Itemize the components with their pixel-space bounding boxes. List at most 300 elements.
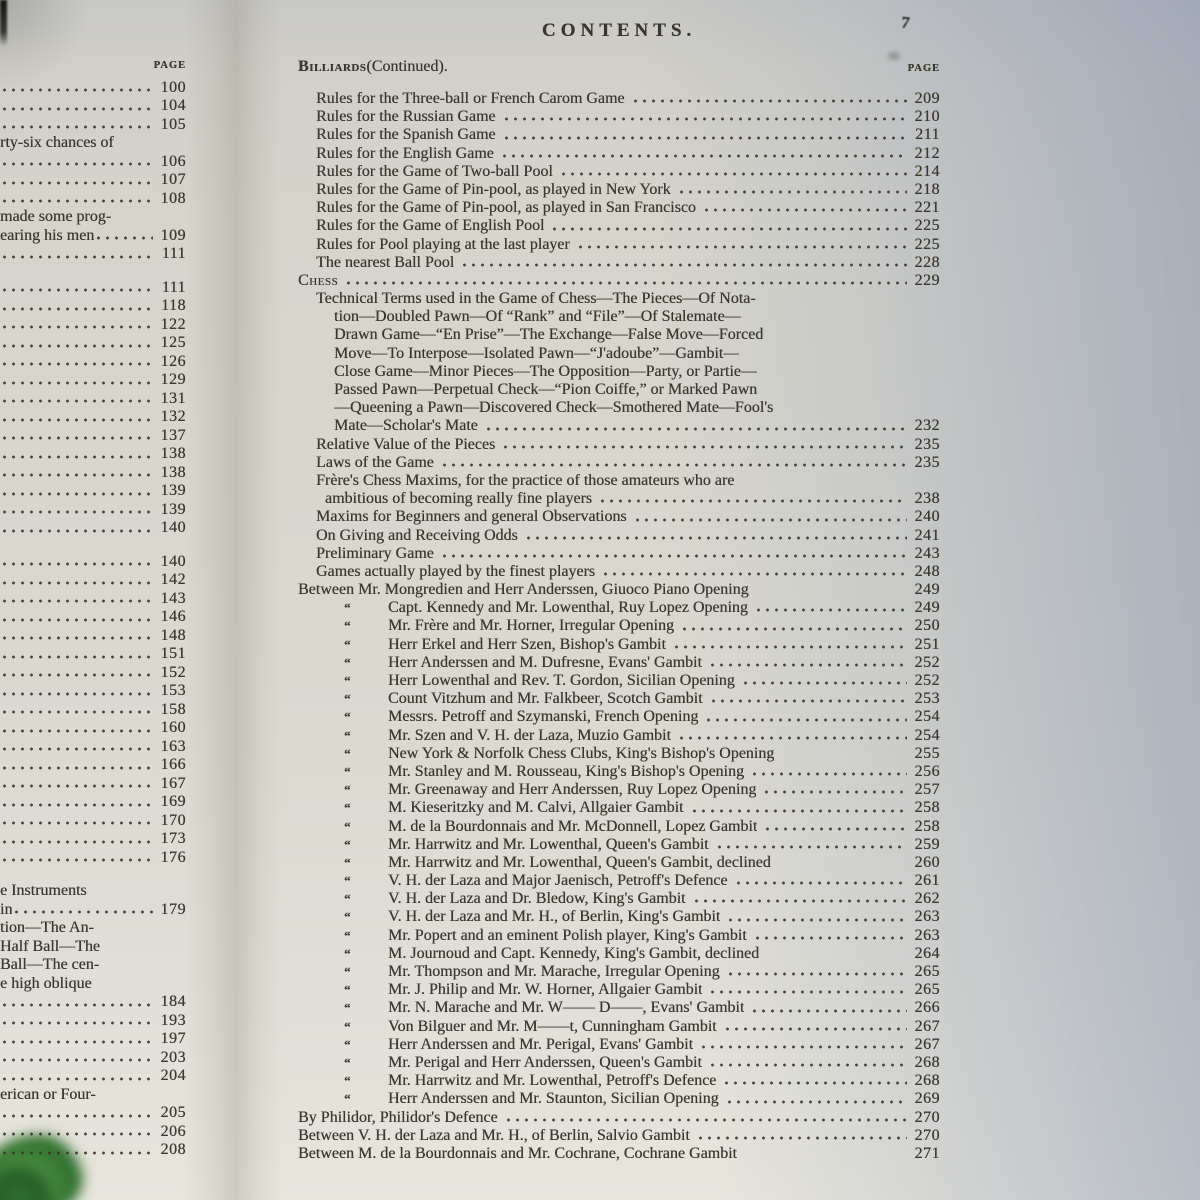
entry-page-number: 218 xyxy=(914,180,940,198)
leader-dots xyxy=(0,519,153,538)
leader-dots xyxy=(708,1054,907,1072)
toc-entry xyxy=(298,290,940,308)
toc-entry xyxy=(298,781,940,799)
left-page-column xyxy=(0,60,186,1160)
ditto-mark: “ xyxy=(344,709,351,725)
entry-text: Mr. Popert and an eminent Polish player, King's Gambit xyxy=(388,926,747,944)
entry-page-number: 264 xyxy=(914,944,940,962)
entry-page-number: 158 xyxy=(160,700,186,718)
entry-text: Between Mr. Mongredien and Herr Anderssen, Giuoco Piano Opening xyxy=(298,581,749,599)
leader-dots xyxy=(0,627,153,646)
leader-dots xyxy=(0,79,153,98)
entry-text: Chess xyxy=(298,271,339,289)
entry-page-number: 251 xyxy=(914,635,940,653)
entry-page-number: 107 xyxy=(160,171,186,188)
entry-page-number: 160 xyxy=(160,719,186,736)
toc-entry xyxy=(0,701,186,720)
toc-entry xyxy=(0,371,186,390)
leader-dots xyxy=(440,545,907,563)
toc-entry xyxy=(0,482,186,501)
entry-page-number: 254 xyxy=(914,726,940,744)
toc-entry xyxy=(0,775,186,794)
leader-dots xyxy=(0,645,153,664)
photo-edge-sliver xyxy=(0,0,7,46)
toc-entry xyxy=(298,563,940,581)
leader-dots xyxy=(0,701,153,720)
entry-page-number: 250 xyxy=(914,617,940,635)
entry-page-number: 263 xyxy=(914,908,940,926)
leader-dots xyxy=(0,719,153,738)
entry-page-number: 100 xyxy=(160,78,186,96)
entry-page-number: 256 xyxy=(914,762,940,780)
ditto-mark: “ xyxy=(344,600,351,616)
entry-text: Capt. Kennedy and Mr. Lowenthal, Ruy Lopez Opening xyxy=(388,599,748,617)
entry-page-number: 211 xyxy=(915,126,940,144)
toc-entry xyxy=(0,79,186,98)
toc-entry xyxy=(298,417,940,435)
entry-text: M. de la Bourdonnais and Mr. McDonnell, Lopez Gambit xyxy=(388,817,758,835)
toc-entry xyxy=(298,181,940,199)
toc-entry xyxy=(298,145,940,163)
leader-dots xyxy=(0,608,153,627)
toc-entry xyxy=(298,1054,940,1072)
toc-entry xyxy=(298,527,940,545)
ditto-mark: “ xyxy=(344,673,351,688)
entry-text: V. H. der Laza and Dr. Bledow, King's Gambit xyxy=(388,890,686,908)
entry-text: Mr. Thompson and Mr. Marache, Irregular Opening xyxy=(388,963,720,980)
entry-page-number: 208 xyxy=(160,1141,186,1158)
ditto-mark: “ xyxy=(344,854,351,870)
entry-text: made some prog- xyxy=(0,208,112,225)
leader-dots xyxy=(504,1109,907,1127)
entry-text: ambitious of becoming really fine players xyxy=(325,490,593,508)
leader-dots xyxy=(633,508,907,526)
entry-text: Rules for the English Game xyxy=(316,144,494,162)
leader-dots xyxy=(484,417,907,435)
entry-text: Herr Anderssen and Mr. Staunton, Sicilian Opening xyxy=(388,1090,719,1108)
toc-entry xyxy=(0,901,186,920)
toc-entry xyxy=(298,254,940,272)
entry-page-number: 167 xyxy=(160,774,186,792)
entry-page-number: 140 xyxy=(160,552,186,570)
leader-dots xyxy=(0,153,153,172)
leader-dots xyxy=(725,1090,907,1108)
entry-text: Mr. Greenaway and Herr Anderssen, Ruy Lopez Opening xyxy=(388,781,757,799)
leader-dots xyxy=(0,1012,153,1031)
toc-entry xyxy=(0,445,186,464)
entry-page-number: 269 xyxy=(914,1090,940,1108)
leader-dots xyxy=(734,872,908,890)
leader-dots xyxy=(631,90,908,108)
entry-page-number: 259 xyxy=(914,835,940,853)
toc-entry xyxy=(0,1141,186,1160)
entry-text: Move—To Interpose—Isolated Pawn—“J'adoube”—Gambit— xyxy=(334,344,740,362)
toc-entry xyxy=(298,690,940,708)
entry-text: Mr. Stanley and M. Rousseau, King's Bishop's Opening xyxy=(388,762,744,780)
entry-text: Games actually played by the finest players xyxy=(316,562,596,580)
leader-dots xyxy=(677,181,907,199)
ditto-mark: “ xyxy=(344,654,351,670)
toc-entry xyxy=(0,390,186,409)
toc-entry xyxy=(0,956,186,975)
entry-page-number: 266 xyxy=(914,999,940,1017)
leader-dots xyxy=(723,1018,907,1036)
leader-dots xyxy=(0,297,153,316)
ditto-mark: “ xyxy=(344,1054,351,1070)
leader-dots xyxy=(501,436,907,454)
entry-page-number: 212 xyxy=(914,144,940,162)
entry-text: tion—Doubled Pawn—Of “Rank” and “File”—Of Stalemate— xyxy=(334,308,741,326)
entry-page-number: 111 xyxy=(161,278,186,296)
toc-entry xyxy=(0,682,186,701)
entry-text: Herr Lowenthal and Rev. T. Gordon, Sicilian Opening xyxy=(388,672,735,689)
leader-dots xyxy=(0,793,153,812)
entry-page-number: 109 xyxy=(160,226,186,244)
entry-text: erican or Four- xyxy=(0,1085,96,1103)
toc-entry xyxy=(0,1030,186,1049)
leader-dots xyxy=(741,672,907,690)
toc-entry xyxy=(298,799,940,817)
ditto-mark: “ xyxy=(344,873,351,889)
toc-entry xyxy=(0,1123,186,1142)
leader-dots xyxy=(699,1036,907,1054)
toc-entry xyxy=(298,436,940,454)
entry-page-number: 204 xyxy=(160,1067,186,1084)
entry-page-number: 252 xyxy=(914,653,940,671)
ditto-mark: “ xyxy=(344,691,351,707)
entry-page-number: 255 xyxy=(914,744,940,762)
ditto-mark: “ xyxy=(344,745,351,761)
entry-page-number: 210 xyxy=(914,108,940,126)
toc-entry xyxy=(298,836,940,854)
column-gap xyxy=(0,264,186,279)
entry-page-number: 271 xyxy=(914,1144,940,1162)
entry-text: Half Ball—The xyxy=(0,937,100,955)
leader-dots xyxy=(0,1104,153,1123)
leader-dots xyxy=(0,738,153,757)
toc-entry xyxy=(298,1018,940,1036)
toc-entry xyxy=(298,599,940,617)
entry-page-number: 225 xyxy=(914,217,940,235)
leader-dots xyxy=(0,390,153,409)
leader-dots xyxy=(0,590,153,609)
toc-entry xyxy=(0,590,186,609)
entry-page-number: 131 xyxy=(160,389,186,407)
toc-entry xyxy=(298,326,940,344)
toc-entry xyxy=(298,1145,940,1163)
leader-dots xyxy=(0,408,153,427)
toc-entry xyxy=(0,408,186,427)
toc-entry xyxy=(298,508,940,526)
leader-dots xyxy=(726,963,907,981)
entry-page-number: 184 xyxy=(160,993,186,1010)
toc-entry xyxy=(0,153,186,172)
entry-text: Frère's Chess Maxims, for the practice of those amateurs who are xyxy=(316,471,735,489)
entry-page-number: 249 xyxy=(914,581,940,599)
entry-text: The nearest Ball Pool xyxy=(316,253,455,271)
toc-entry xyxy=(0,501,186,520)
entry-page-number: 152 xyxy=(160,663,186,681)
toc-entry xyxy=(0,116,186,135)
entry-text: Mr. Harrwitz and Mr. Lowenthal, Petroff's Defence xyxy=(388,1072,717,1090)
entry-page-number: 106 xyxy=(160,152,186,170)
leader-dots xyxy=(0,1141,153,1160)
toc-entry xyxy=(0,519,186,538)
leader-dots xyxy=(702,199,907,217)
entry-page-number: 225 xyxy=(914,235,940,253)
leader-dots xyxy=(0,849,153,868)
entry-page-number: 268 xyxy=(914,1053,940,1071)
entry-text: M. Kieseritzky and M. Calvi, Allgaier Gambit xyxy=(388,799,684,817)
section-header-name: Billiards xyxy=(298,58,367,75)
leader-dots xyxy=(0,1030,153,1049)
entry-page-number: 163 xyxy=(160,737,186,755)
toc-entry xyxy=(0,756,186,775)
toc-entry xyxy=(0,793,186,812)
entry-text: in xyxy=(0,900,13,918)
ditto-mark: “ xyxy=(344,1073,351,1089)
toc-entry xyxy=(298,217,940,235)
leader-dots xyxy=(0,464,153,483)
toc-entry xyxy=(298,672,940,690)
entry-text: Mr. Szen and V. H. der Laza, Muzio Gambit xyxy=(388,726,671,744)
entry-page-number: 263 xyxy=(914,926,940,944)
leader-dots xyxy=(550,217,907,235)
entry-text: Mr. N. Marache and Mr. W—— D——, Evans' Gambit xyxy=(388,999,745,1017)
entry-text: Mate—Scholar's Mate xyxy=(334,417,478,435)
leader-dots xyxy=(0,571,153,590)
toc-entry xyxy=(298,872,940,890)
entry-page-number: 221 xyxy=(914,199,940,217)
leader-dots xyxy=(94,227,153,246)
ditto-mark: “ xyxy=(344,927,351,943)
leader-dots xyxy=(680,617,907,635)
entry-text: Mr. Harrwitz and Mr. Lowenthal, Queen's Gambit xyxy=(388,835,709,853)
toc-entry xyxy=(0,919,186,938)
leader-dots xyxy=(0,775,153,794)
toc-entry xyxy=(0,938,186,957)
leader-dots xyxy=(690,799,908,817)
leader-dots xyxy=(0,1123,153,1142)
toc-entry xyxy=(0,427,186,446)
entry-text: M. Journoud and Capt. Kennedy, King's Gambit, declined xyxy=(388,944,760,962)
entry-text: Passed Pawn—Perpetual Check—“Pion Coiffe,” or Marked Pawn xyxy=(334,381,758,398)
entry-text: tion—The An- xyxy=(0,919,94,936)
entry-page-number: 265 xyxy=(914,963,940,980)
leader-dots xyxy=(0,171,153,190)
entry-page-number: 193 xyxy=(160,1011,186,1029)
toc-entry xyxy=(0,227,186,246)
leader-dots xyxy=(500,145,907,163)
entry-text: Laws of the Game xyxy=(316,453,434,471)
entry-page-number: 173 xyxy=(160,830,186,847)
leader-dots xyxy=(0,316,153,335)
leader-dots xyxy=(704,708,907,726)
toc-entry xyxy=(0,1104,186,1123)
toc-entry xyxy=(0,190,186,209)
page-title: CONTENTS. xyxy=(541,20,697,41)
entry-text: Technical Terms used in the Game of Chess—The Pieces—Of Nota- xyxy=(316,290,756,308)
entry-page-number: 253 xyxy=(914,690,940,708)
entry-page-number: 258 xyxy=(914,799,940,817)
entry-text: Between V. H. der Laza and Mr. H., of Berlin, Salvio Gambit xyxy=(298,1126,690,1144)
toc-entry xyxy=(298,890,940,908)
entry-text: Rules for the Game of Pin-pool, as played in New York xyxy=(316,180,671,198)
leader-dots xyxy=(0,279,153,298)
leader-dots xyxy=(708,981,907,999)
toc-entry xyxy=(0,608,186,627)
leader-dots xyxy=(696,1127,907,1145)
entry-text: Close Game—Minor Pieces—The Opposition—Party, or Partie— xyxy=(334,362,757,380)
leader-dots xyxy=(460,254,907,272)
entry-text: Relative Value of the Pieces xyxy=(316,435,496,453)
entry-page-number: 148 xyxy=(160,626,186,644)
toc-entry xyxy=(0,1086,186,1105)
entry-text: Herr Anderssen and Mr. Perigal, Evans' Gambit xyxy=(388,1035,694,1053)
entry-text: Mr. J. Philip and Mr. W. Horner, Allgaier Gambit xyxy=(388,981,703,999)
toc-entry xyxy=(0,975,186,994)
leader-dots xyxy=(0,190,153,209)
entry-text: Von Bilguer and Mr. M——t, Cunningham Gambit xyxy=(388,1017,717,1035)
entry-page-number: 268 xyxy=(914,1072,940,1090)
toc-entry xyxy=(298,308,940,326)
toc-entry xyxy=(0,1049,186,1068)
ditto-mark: “ xyxy=(344,909,351,925)
toc-entry xyxy=(0,627,186,646)
entry-text: New York & Norfolk Chess Clubs, King's Bishop's Opening xyxy=(388,744,775,762)
entry-text: Rules for Pool playing at the last player xyxy=(316,235,570,253)
entry-page-number: 153 xyxy=(160,682,186,699)
leader-dots xyxy=(0,1049,153,1068)
toc-entry xyxy=(298,545,940,563)
leader-dots xyxy=(692,890,908,908)
entry-page-number: 142 xyxy=(160,571,186,588)
toc-entry xyxy=(0,738,186,757)
toc-entry xyxy=(298,927,940,945)
entry-page-number: 261 xyxy=(914,872,940,890)
entry-text: Rules for the Russian Game xyxy=(316,108,496,126)
leader-dots xyxy=(715,836,907,854)
entry-page-number: 238 xyxy=(914,490,940,508)
entry-page-number: 209 xyxy=(914,90,940,107)
leader-dots xyxy=(0,993,153,1012)
entry-page-number: 229 xyxy=(914,271,940,289)
entry-page-number: 151 xyxy=(160,645,186,662)
leader-dots xyxy=(750,763,907,781)
entry-page-number: 125 xyxy=(160,334,186,351)
leader-dots xyxy=(0,97,153,116)
leader-dots xyxy=(0,482,153,501)
ditto-mark: “ xyxy=(344,800,351,816)
page-column-label: PAGE xyxy=(907,63,940,74)
toc-entry xyxy=(0,353,186,372)
entry-page-number: 254 xyxy=(914,708,940,726)
entry-page-number: 138 xyxy=(160,463,186,481)
entry-page-number: 139 xyxy=(160,500,186,518)
entry-page-number: 205 xyxy=(160,1104,186,1121)
entry-text: Rules for the Game of Two-ball Pool xyxy=(316,162,553,180)
left-page-header xyxy=(0,60,186,79)
entry-page-number: 143 xyxy=(160,589,186,607)
ditto-mark: “ xyxy=(344,1036,351,1052)
entry-page-number: 267 xyxy=(914,1017,940,1035)
leader-dots xyxy=(0,427,153,446)
leader-dots xyxy=(0,812,153,831)
toc-entry xyxy=(0,812,186,831)
ditto-mark: “ xyxy=(344,818,351,834)
entry-page-number: 111 xyxy=(161,245,186,262)
entry-page-number: 203 xyxy=(160,1048,186,1066)
toc-entry xyxy=(0,719,186,738)
toc-entry xyxy=(298,345,940,363)
entry-text: Ball—The cen- xyxy=(0,956,100,973)
ditto-mark: “ xyxy=(344,782,351,798)
entry-text: rty-six chances of xyxy=(0,134,114,151)
entry-page-number: 197 xyxy=(160,1030,186,1047)
leader-dots xyxy=(677,727,907,745)
toc-entry xyxy=(298,727,940,745)
left-toc-list xyxy=(0,79,186,1160)
toc-entry xyxy=(0,1067,186,1086)
leader-dots xyxy=(0,353,153,372)
entry-page-number: 270 xyxy=(914,1108,940,1126)
entry-page-number: 176 xyxy=(160,848,186,866)
leader-dots xyxy=(763,818,907,836)
toc-entry xyxy=(0,553,186,572)
toc-entry xyxy=(0,334,186,353)
entry-page-number: 137 xyxy=(160,426,186,444)
leader-dots xyxy=(0,245,153,264)
entry-text: V. H. der Laza and Major Jaenisch, Petroff's Defence xyxy=(388,872,728,890)
toc-entry xyxy=(0,316,186,335)
entry-page-number: 169 xyxy=(160,793,186,810)
toc-entry xyxy=(0,571,186,590)
entry-text: On Giving and Receiving Odds xyxy=(316,526,518,544)
leader-dots xyxy=(0,1067,153,1086)
page-gutter-shadow xyxy=(186,0,282,1200)
toc-entry xyxy=(0,1012,186,1031)
entry-page-number: 270 xyxy=(914,1126,940,1144)
entry-text: Messrs. Petroff and Szymanski, French Opening xyxy=(388,708,699,726)
ditto-mark: “ xyxy=(344,836,351,852)
toc-entry xyxy=(298,945,940,963)
entry-page-number: 252 xyxy=(914,672,940,689)
entry-page-number: 240 xyxy=(914,508,940,526)
ditto-mark: “ xyxy=(344,618,351,634)
entry-text: Rules for the Game of Pin-pool, as played in San Francisco xyxy=(316,199,696,217)
right-toc-list xyxy=(298,90,940,1163)
toc-entry xyxy=(0,993,186,1012)
leader-dots xyxy=(601,563,907,581)
entry-page-number: 206 xyxy=(160,1122,186,1140)
ditto-mark: “ xyxy=(344,891,351,907)
toc-entry xyxy=(0,208,186,227)
toc-entry xyxy=(0,664,186,683)
entry-page-number: 243 xyxy=(914,544,940,562)
entry-page-number: 241 xyxy=(914,526,940,544)
ditto-mark: “ xyxy=(344,763,351,779)
entry-page-number: 228 xyxy=(914,253,940,271)
entry-page-number: 146 xyxy=(160,608,186,625)
toc-entry xyxy=(298,454,940,472)
entry-text: Herr Anderssen and M. Dufresne, Evans' Gambit xyxy=(388,653,702,671)
entry-text: Maxims for Beginners and general Observations xyxy=(316,508,627,526)
leader-dots xyxy=(0,334,153,353)
toc-entry xyxy=(0,464,186,483)
entry-page-number: 214 xyxy=(914,162,940,180)
leader-dots xyxy=(0,756,153,775)
entry-page-number: 267 xyxy=(914,1035,940,1053)
